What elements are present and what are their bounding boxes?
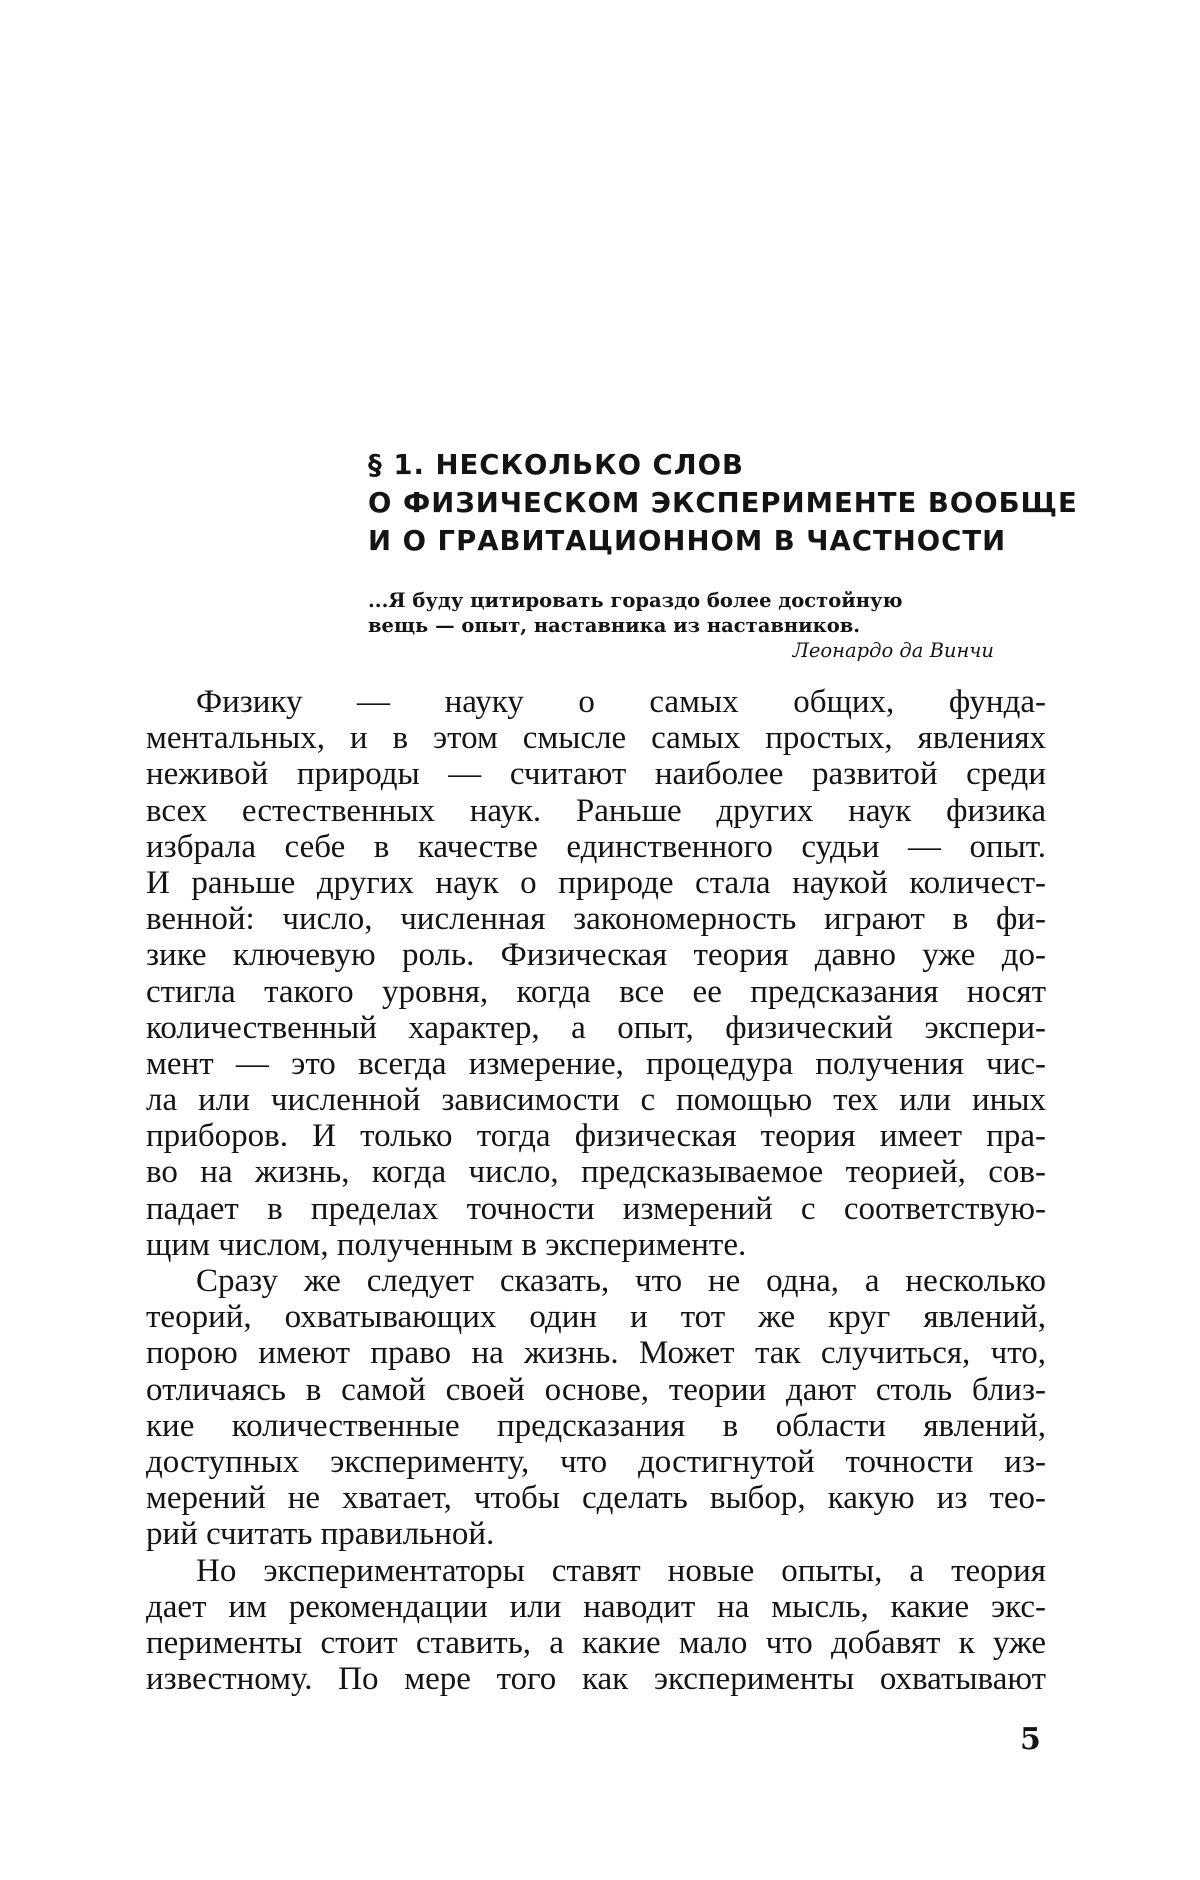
text-line: всех естественных наук. Раньше других наук физика xyxy=(146,793,1046,829)
text-line: количественный характер, а опыт, физический экспери- xyxy=(146,1010,1046,1046)
text-line: во на жизнь, когда число, предсказываемое теорией, сов- xyxy=(146,1154,1046,1190)
body-text xyxy=(146,684,1046,1697)
text-line: перименты стоит ставить, а какие мало что добавят к уже xyxy=(146,1625,1046,1661)
section-heading-line: И О ГРАВИТАЦИОННОМ В ЧАСТНОСТИ xyxy=(368,522,1028,560)
text-line: теорий, охватывающих один и тот же круг явлений, xyxy=(146,1299,1046,1335)
text-line: Сразу же следует сказать, что не одна, а несколько xyxy=(146,1263,1046,1299)
epigraph-quote-line: вещь — опыт, наставника из наставников. xyxy=(368,613,994,638)
text-line: щим числом, полученным в эксперименте. xyxy=(146,1227,1046,1263)
text-line: известному. По мере того как эксперименты охватывают xyxy=(146,1661,1046,1697)
book-page xyxy=(0,0,1200,1880)
epigraph-author: Леонардо да Винчи xyxy=(368,638,994,663)
epigraph xyxy=(368,588,994,663)
text-line: И раньше других наук о природе стала наукой количест- xyxy=(146,865,1046,901)
text-line: неживой природы — считают наиболее развитой среди xyxy=(146,756,1046,792)
text-line: ментальных, и в этом смысле самых простых, явлениях xyxy=(146,720,1046,756)
text-line: падает в пределах точности измерений с соответствую- xyxy=(146,1191,1046,1227)
text-line: избрала себе в качестве единственного судьи — опыт. xyxy=(146,829,1046,865)
text-line: мерений не хватает, чтобы сделать выбор, какую из тео- xyxy=(146,1480,1046,1516)
text-line: приборов. И только тогда физическая теория имеет пра- xyxy=(146,1118,1046,1154)
text-line: кие количественные предсказания в области явлений, xyxy=(146,1408,1046,1444)
text-line: порою имеют право на жизнь. Может так случиться, что, xyxy=(146,1335,1046,1371)
text-line: отличаясь в самой своей основе, теории дают столь близ- xyxy=(146,1372,1046,1408)
text-line: дает им рекомендации или наводит на мысль, какие экс- xyxy=(146,1589,1046,1625)
text-line: Физику — науку о самых общих, фунда- xyxy=(146,684,1046,720)
section-heading xyxy=(368,446,1028,560)
text-line: мент — это всегда измерение, процедура получения чис- xyxy=(146,1046,1046,1082)
text-line: стигла такого уровня, когда все ее предсказания носят xyxy=(146,974,1046,1010)
text-line: Но экспериментаторы ставят новые опыты, а теория xyxy=(146,1553,1046,1589)
page-number: 5 xyxy=(1020,1722,1041,1757)
text-line: рий считать правильной. xyxy=(146,1516,1046,1552)
text-line: доступных эксперименту, что достигнутой точности из- xyxy=(146,1444,1046,1480)
epigraph-quote-line: ...Я буду цитировать гораздо более достойную xyxy=(368,588,994,613)
text-line: зике ключевую роль. Физическая теория давно уже до- xyxy=(146,937,1046,973)
section-heading-line: О ФИЗИЧЕСКОМ ЭКСПЕРИМЕНТЕ ВООБЩЕ xyxy=(368,484,1028,522)
text-line: ла или численной зависимости с помощью тех или иных xyxy=(146,1082,1046,1118)
text-line: венной: число, численная закономерность играют в фи- xyxy=(146,901,1046,937)
section-heading-line: § 1. НЕСКОЛЬКО СЛОВ xyxy=(368,446,1028,484)
